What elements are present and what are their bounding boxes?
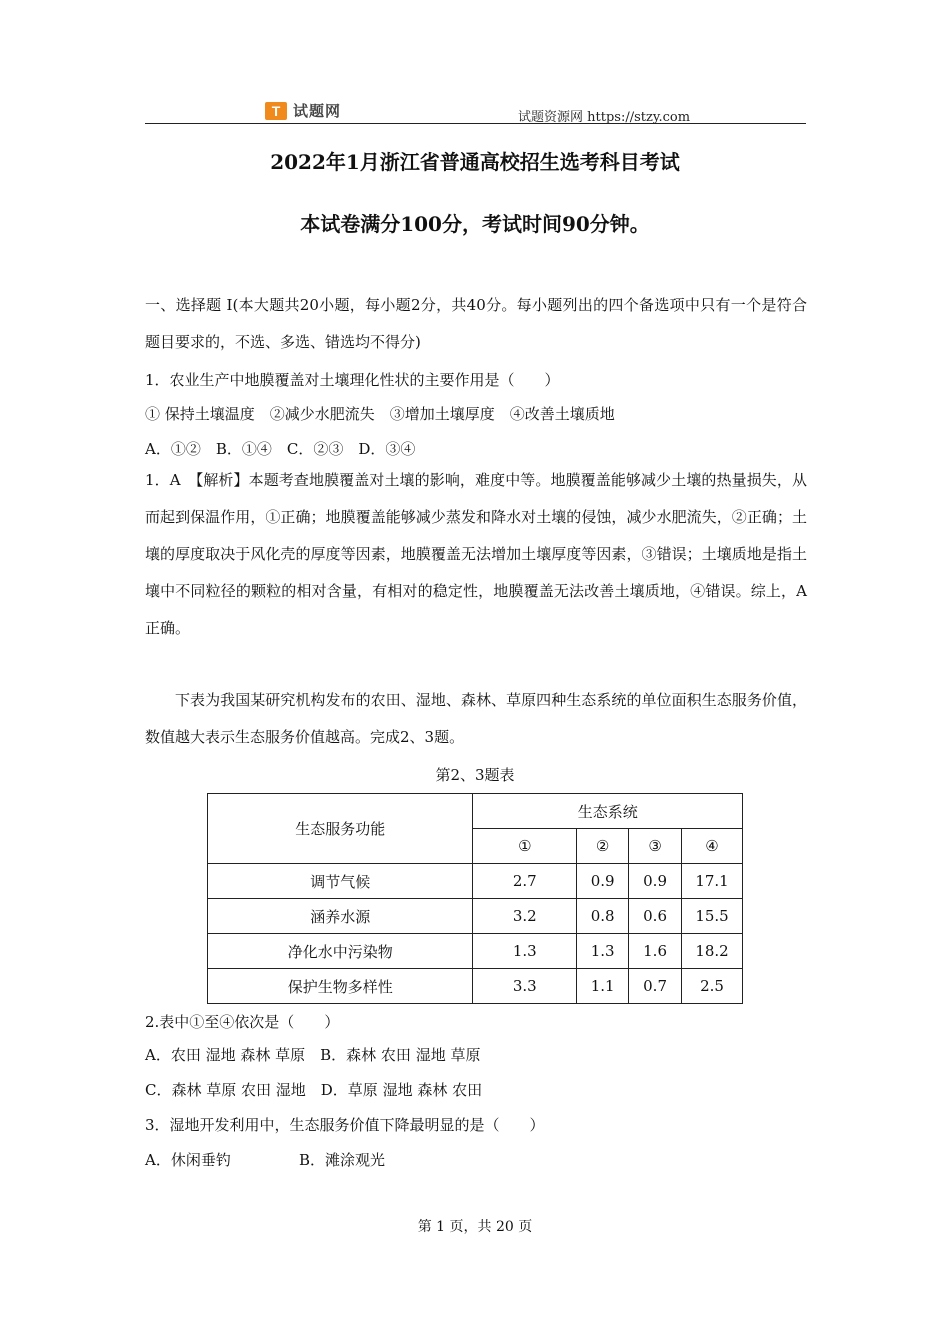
- column-header: ③: [629, 829, 682, 864]
- q1-stem: 1．农业生产中地膜覆盖对土壤理化性状的主要作用是（ ）: [145, 371, 560, 389]
- table-cell: 3.3: [473, 969, 577, 1004]
- q3-stem: 3．湿地开发利用中，生态服务价值下降最明显的是（ ）: [145, 1116, 545, 1134]
- q2-options-ab: A．农田 湿地 森林 草原 B．森林 农田 湿地 草原: [145, 1046, 481, 1064]
- column-header: ②: [577, 829, 629, 864]
- table-cell: 0.9: [629, 864, 682, 899]
- q2-options-cd: C．森林 草原 农田 湿地 D．草原 湿地 森林 农田: [145, 1081, 483, 1099]
- ecosystem-table: [207, 793, 743, 1004]
- table-row: [208, 934, 743, 969]
- row-label: 涵养水源: [208, 899, 473, 934]
- page-subtitle: 本试卷满分100分，考试时间90分钟。: [300, 212, 650, 236]
- q1-options: A．①② B．①④ C．②③ D．③④: [145, 440, 416, 458]
- site-logo: [265, 100, 341, 121]
- logo-text: 试题网: [293, 102, 342, 120]
- q2-stem: 2.表中①至④依次是（ ）: [145, 1013, 340, 1031]
- logo-icon: T: [265, 102, 287, 120]
- table-row: [208, 899, 743, 934]
- table-cell: 17.1: [682, 864, 743, 899]
- group-header-cell: 生态系统: [473, 794, 743, 829]
- table-cell: 2.7: [473, 864, 577, 899]
- table-cell: 2.5: [682, 969, 743, 1004]
- row-header-cell: 生态服务功能: [208, 794, 473, 864]
- passage: 下表为我国某研究机构发布的农田、湿地、森林、草原四种生态系统的单位面积生态服务价值，数值越大表示生态服务价值越高。完成2、3题。: [145, 691, 807, 746]
- q1-analysis: 1．A 【解析】本题考查地膜覆盖对土壤的影响，难度中等。地膜覆盖能够减少土壤的热量损失，从而起到保温作用，①正确；地膜覆盖能够减少蒸发和降水对土壤的侵蚀，减少水肥流失，②正确；土壤的厚度取决于风化壳的厚度等因素，地膜覆盖无法增加土壤厚度等因素，③错误；土壤质地是指土壤中不同粒径的颗粒的相对含量，有相对的稳定性，地膜覆盖无法改善土壤质地，④错误。综上，A正确。: [145, 471, 807, 637]
- table-cell: 0.9: [577, 864, 629, 899]
- q3-option-b: B．滩涂观光: [299, 1151, 386, 1169]
- q1-items: ① 保持土壤温度 ②减少水肥流失 ③增加土壤厚度 ④改善土壤质地: [145, 405, 615, 423]
- table-row: [208, 969, 743, 1004]
- table-cell: 15.5: [682, 899, 743, 934]
- row-label: 保护生物多样性: [208, 969, 473, 1004]
- table-cell: 1.1: [577, 969, 629, 1004]
- column-header: ④: [682, 829, 743, 864]
- table-cell: 1.3: [577, 934, 629, 969]
- header-divider: [145, 123, 806, 124]
- table-cell: 3.2: [473, 899, 577, 934]
- page-title: 2022年1月浙江省普通高校招生选考科目考试: [270, 150, 680, 174]
- site-url: 试题资源网 https://stzy.com: [518, 110, 691, 125]
- column-header: ①: [473, 829, 577, 864]
- q3-option-a: A．休闲垂钓: [145, 1151, 231, 1169]
- table-cell: 1.3: [473, 934, 577, 969]
- section-instructions: 一、选择题 I(本大题共20小题，每小题2分，共40分。每小题列出的四个备选项中只有一个是符合题目要求的，不选、多选、错选均不得分): [145, 296, 807, 351]
- row-label: 调节气候: [208, 864, 473, 899]
- table-cell: 0.7: [629, 969, 682, 1004]
- table-cell: 0.8: [577, 899, 629, 934]
- table-cell: 1.6: [629, 934, 682, 969]
- table-cell: 0.6: [629, 899, 682, 934]
- page-number: 第 1 页，共 20 页: [417, 1219, 533, 1235]
- table-row: [208, 864, 743, 899]
- table-cell: 18.2: [682, 934, 743, 969]
- table-caption: 第2、3题表: [435, 766, 515, 784]
- row-label: 净化水中污染物: [208, 934, 473, 969]
